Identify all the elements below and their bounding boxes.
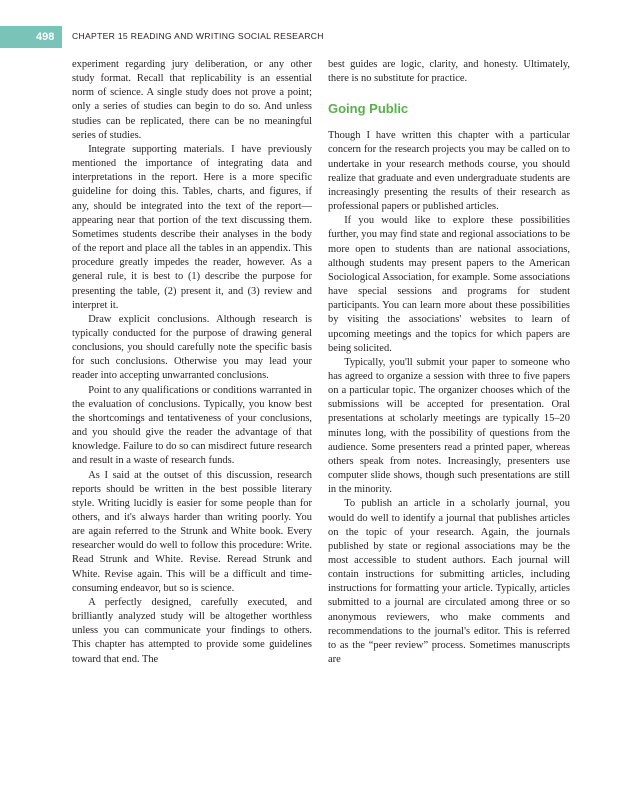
body-paragraph: To publish an article in a scholarly journal, you would do well to identify a journal that publishes articles on the topic of your research. Again, the journals published by state or regional associations may be the most accessible to student authors. Each journal will contain instructions for submitting articles, including instructions for formatting your article. Typically, articles submitted to a journal are circulated among three or so anonymous reviewers, who make comments and recommendations to the journal's editor. This is referred to as the “peer review” process. Sometimes manuscripts are [328,498,570,666]
body-paragraph: Integrate supporting materials. I have previously mentioned the importance of integrating data and interpretations in the report. Here is a more specific guideline for doing this. Tables, charts, and figures, if any, should be integrated into the text of the report—appearing near that portion of the text discussing them. Sometimes students describe their analyses in the body of the report and place all the tables in an appendix. This procedure greatly impedes the reader, however. As a general rule, it is best to (1) describe the purpose for presenting the table, (2) present it, and (3) review and interpret it. [72,143,312,311]
body-paragraph: Typically, you'll submit your paper to someone who has agreed to organize a session with three to five papers on a particular topic. The organizer chooses which of the submissions will be accepted for presentation. Oral presentations at scholarly meetings are typically 15–20 minutes long, with the possibility of questions from the audience. Some presenters read a printed paper, whereas others speak from notes. Increasingly, presenters use computer slide shows, though such presentations are still in the minority. [328,356,570,496]
body-paragraph: best guides are logic, clarity, and honesty. Ultimately, there is no substitute for practice. [328,59,570,85]
section-heading: Going Public [328,101,409,117]
page-number-tab [0,26,62,48]
body-paragraph: Though I have written this chapter with a particular concern for the research projects you may be called on to undertake in your research methods course, you should realize that graduate and even undergraduate students are increasingly presenting the results of their research as professional papers or published articles. [328,130,570,213]
body-paragraph: As I said at the outset of this discussion, research reports should be written in the best possible literary style. Writing lucidly is easier for some people than for others, and it's always harder than writing poorly. You are again referred to the Strunk and White book. Every researcher would do well to follow this procedure: Write. Read Strunk and White. Revise. Reread Strunk and White. Revise again. This will be a difficult and time-consuming endeavor, but so is science. [72,469,312,594]
right-column [328,58,570,667]
body-paragraph: If you would like to explore these possibilities further, you may find state and regional associations to be more open to students than are national associations, although students may present papers to the American Sociological Association, for example. Some associations have special sessions and programs for student participants. You can learn more about these possibilities by visiting the associations' websites to learn of upcoming meetings and the topics for which papers are being solicited. [328,215,570,354]
page-number: 498 [36,31,55,43]
body-paragraph: Point to any qualifications or conditions warranted in the evaluation of conclusions. Typically, you know best the shortcomings and tentativeness of your conclusions, and you should give the reader the advantage of that knowledge. Failure to do so can misdirect future research and result in a waste of research funds. [72,384,312,467]
body-paragraph: A perfectly designed, carefully executed, and brilliantly analyzed study will be altogether worthless unless you can communicate your findings to others. This chapter has attempted to provide some guidelines toward that end. The [72,596,312,665]
body-paragraph: Draw explicit conclusions. Although research is typically conducted for the purpose of drawing general conclusions, you should carefully note the specific basis for such conclusions. Otherwise you may lead your reader into accepting unwarranted conclusions. [72,313,312,382]
left-column [72,58,312,667]
running-head: CHAPTER 15 READING AND WRITING SOCIAL RESEARCH [72,31,324,41]
body-paragraph: experiment regarding jury deliberation, or any other study format. Recall that replicability is an essential norm of science. A single study does not prove a point; only a series of studies can begin to do so. And unless studies can be replicated, there can be no meaningful series of studies. [72,59,312,141]
